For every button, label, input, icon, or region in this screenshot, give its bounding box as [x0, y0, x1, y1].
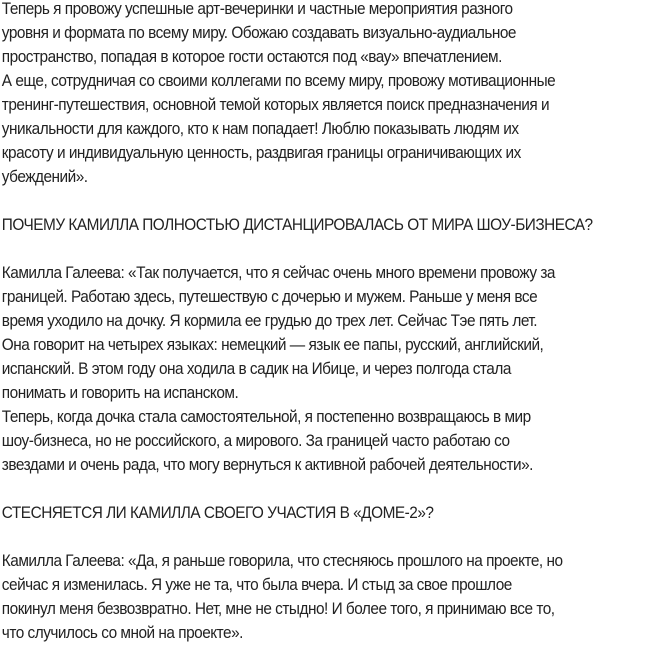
- text-line: тренинг-путешествия, основной темой которых является поиск предназначения и: [1, 95, 550, 114]
- text-line: Теперь я провожу успешные арт-вечеринки и частные мероприятия разного: [1, 0, 513, 18]
- text-line: Она говорит на четырех языках: немецкий — язык ее папы, русский, английский,: [1, 335, 544, 354]
- text-line: убеждений».: [1, 167, 88, 186]
- text-line: покинул меня безвозвратно. Нет, мне не стыдно! И более того, я принимаю все то,: [1, 599, 555, 618]
- text-line: что случилось со мной на проекте».: [1, 623, 243, 642]
- text-line: Камилла Галеева: «Так получается, что я сейчас очень много времени провожу за: [1, 263, 555, 282]
- text-line: границей. Работаю здесь, путешествую с дочерью и мужем. Раньше у меня все: [1, 287, 538, 306]
- spacer: [2, 477, 670, 501]
- section-heading-dom2: СТЕСНЯЕТСЯ ЛИ КАМИЛЛА СВОЕГО УЧАСТИЯ В «ДОМЕ-2»?: [1, 503, 434, 522]
- text-line: Камилла Галеева: «Да, я раньше говорила, что стесняюсь прошлого на проекте, но: [1, 551, 563, 570]
- text-line: уровня и формата по всему миру. Обожаю создавать визуально-аудиальное: [1, 23, 516, 42]
- text-line: уникальности для каждого, кто к нам попадает! Люблю показывать людям их: [1, 119, 519, 138]
- section1-paragraph: [2, 261, 670, 477]
- spacer: [2, 525, 670, 549]
- text-line: время уходило на дочку. Я кормила ее грудью до трех лет. Сейчас Тэе пять лет.: [1, 311, 538, 330]
- section2-paragraph: [2, 549, 670, 645]
- text-line: красоту и индивидуальную ценность, раздвигая границы ограничивающих их: [1, 143, 521, 162]
- text-line: сейчас я изменилась. Я уже не та, что была вчера. И стыд за свое прошлое: [1, 575, 512, 594]
- text-line: испанский. В этом году она ходила в садик на Ибице, и через полгода стала: [1, 359, 511, 378]
- text-line: А еще, сотрудничая со своими коллегами по всему миру, провожу мотивационные: [1, 71, 556, 90]
- text-line: звездами и очень рада, что могу вернуться к активной рабочей деятельности».: [1, 455, 533, 474]
- spacer: [2, 237, 670, 261]
- text-line: понимать и говорить на испанском.: [1, 383, 239, 402]
- text-line: шоу-бизнеса, но не российского, а мирового. За границей часто работаю со: [1, 431, 510, 450]
- spacer: [2, 189, 670, 213]
- text-line: пространство, попадая в которое гости остаются под «вау» впечатлением.: [1, 47, 502, 66]
- text-line: Теперь, когда дочка стала самостоятельной, я постепенно возвращаюсь в мир: [1, 407, 531, 426]
- section-heading-distance: ПОЧЕМУ КАМИЛЛА ПОЛНОСТЬЮ ДИСТАНЦИРОВАЛАСЬ ОТ МИРА ШОУ-БИЗНЕСА?: [1, 215, 593, 234]
- intro-paragraph: [2, 0, 670, 189]
